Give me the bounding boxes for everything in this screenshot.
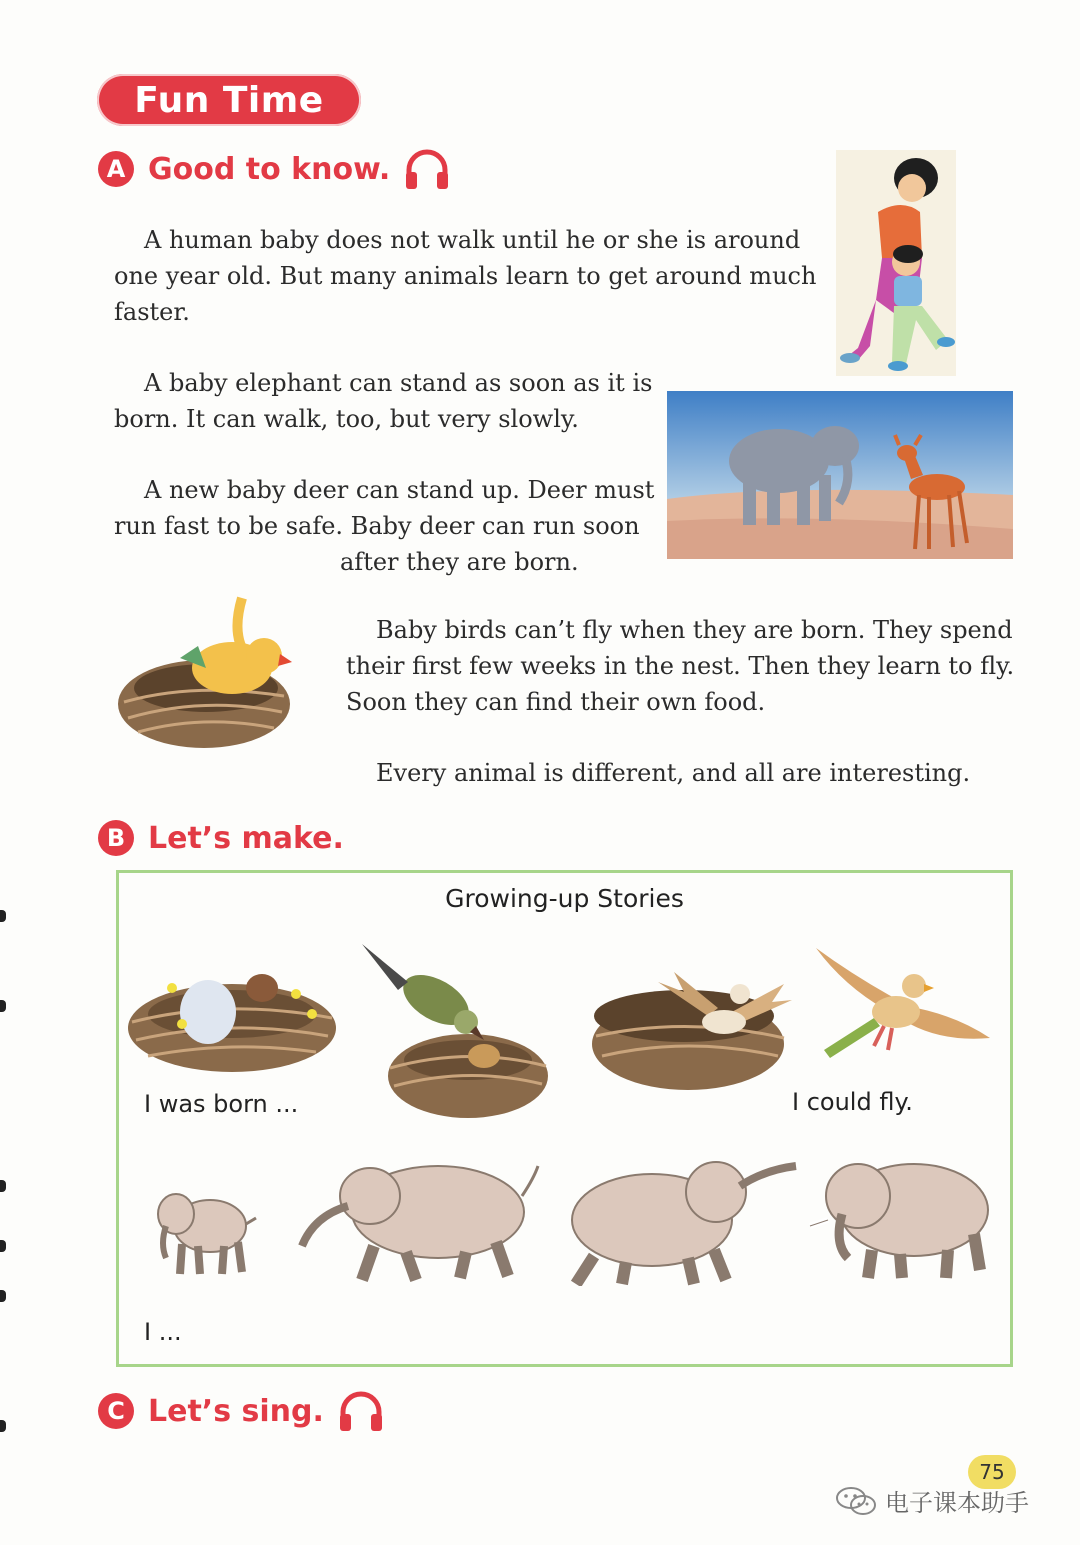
paragraph-elephant: A baby elephant can stand as soon as it is born. It can walk, too, but very slowly. [114, 369, 653, 433]
elephant-trunk-raised-illustration [564, 1146, 800, 1286]
caption-i: I ... [144, 1318, 182, 1346]
section-b-title: Let’s make. [148, 820, 344, 856]
baby-bird-nest-illustration [114, 592, 292, 754]
watermark-text: 电子课本助手 [885, 1489, 1029, 1517]
watermark [835, 1483, 1029, 1518]
section-c-letter: C [98, 1393, 134, 1429]
section-a-letter: A [98, 151, 134, 187]
baby-bird-wings-illustration [588, 966, 794, 1094]
caption-i-was-born: I was born ... [144, 1090, 299, 1118]
mother-bird-feeding-illustration [358, 936, 550, 1124]
mother-child-illustration [836, 150, 956, 376]
caption-i-could-fly: I could fly. [792, 1088, 913, 1116]
elephant-deer-illustration [667, 391, 1013, 559]
headphones-icon[interactable] [338, 1390, 384, 1432]
paragraph-deer: A new baby deer can stand up. Deer must run fast to be safe. Baby deer can run soon after they are born. [114, 476, 655, 576]
section-c-title: Let’s sing. [148, 1393, 324, 1429]
paragraph-every-animal: Every animal is different, and all are interesting. [376, 759, 971, 787]
baby-elephant-illustration [152, 1184, 258, 1278]
section-a-heading [98, 148, 450, 190]
headphones-icon[interactable] [404, 148, 450, 190]
page-number: 75 [968, 1455, 1016, 1489]
section-b-letter: B [98, 820, 134, 856]
flying-bird-illustration [814, 946, 992, 1064]
young-elephant-walking-illustration [294, 1156, 540, 1282]
wechat-icon [835, 1486, 877, 1516]
adult-elephant-illustration [808, 1154, 994, 1280]
fun-time-title [97, 74, 361, 126]
fun-time-label: Fun Time [134, 79, 324, 121]
paragraph-birds: Baby birds can’t fly when they are born. They spend their first few weeks in the nest. Then they learn to fly. Soon they can find their own food. [346, 616, 1015, 716]
hatching-egg-nest-illustration [126, 948, 338, 1076]
paragraph-human-baby: A human baby does not walk until he or she is around one year old. But many animals learn to get around much faster. [114, 226, 817, 326]
section-c-heading [98, 1390, 384, 1432]
section-b-heading [98, 820, 344, 856]
section-a-title: Good to know. [148, 151, 391, 187]
growing-up-stories-box [116, 870, 1013, 1367]
growing-up-stories-title: Growing-up Stories [445, 884, 684, 913]
